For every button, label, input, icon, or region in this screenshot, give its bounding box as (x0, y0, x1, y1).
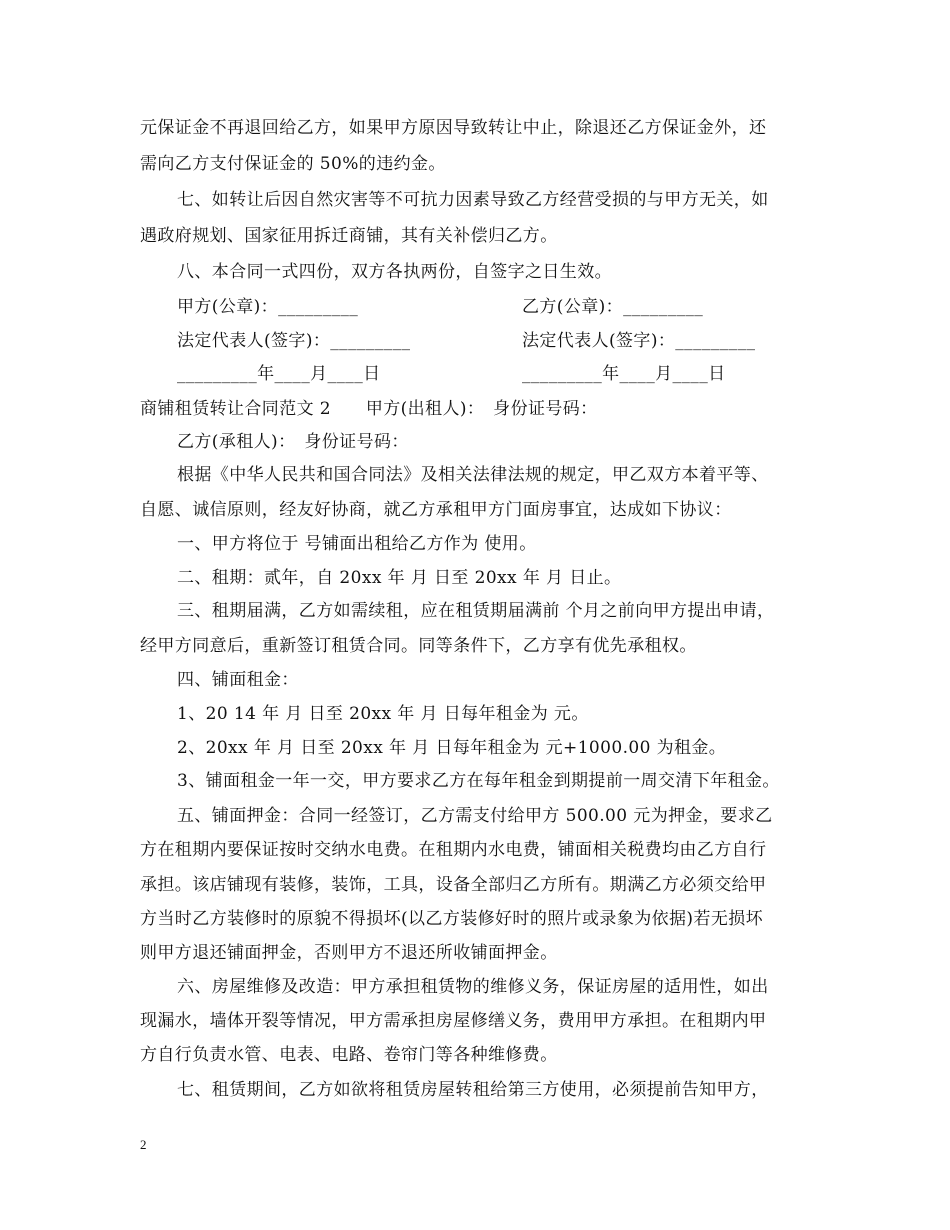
paragraph-line: 六、房屋维修及改造：甲方承担租赁物的维修义务，保证房屋的适用性，如出 (177, 977, 769, 997)
party-b-seal: 乙方(公章)：_________ (522, 297, 704, 317)
paragraph-line: 现漏水，墙体开裂等情况，甲方需承担房屋修缮义务，费用甲方承担。在租期内甲 (140, 1011, 767, 1031)
paragraph-line: 四、铺面租金： (177, 670, 299, 690)
paragraph-line: 七、如转让后因自然灾害等不可抗力因素导致乙方经营受损的与甲方无关，如 (177, 190, 769, 210)
party-a-seal: 甲方(公章)：_________ (177, 297, 359, 317)
paragraph-line: 方在租期内要保证按时交纳水电费。在租期内水电费，铺面相关税费均由乙方自行 (140, 840, 767, 860)
paragraph-line: 方当时乙方装修时的原貌不得损坏(以乙方装修好时的照片或录象为依据)若无损坏 (140, 909, 764, 929)
paragraph-line: 根据《中华人民共和国合同法》及相关法律法规的规定，甲乙双方本着平等、 (177, 465, 769, 485)
party-b-representative: 法定代表人(签字)：_________ (522, 331, 756, 351)
paragraph-line: 2、20xx 年 月 日至 20xx 年 月 日每年租金为 元+1000.00 为租金。 (177, 738, 727, 758)
paragraph-line: 1、20 14 年 月 日至 20xx 年 月 日每年租金为 元。 (177, 704, 589, 724)
paragraph-line: 经甲方同意后，重新签订租赁合同。同等条件下，乙方享有优先承租权。 (140, 636, 697, 656)
paragraph-line: 则甲方退还铺面押金，否则甲方不退还所收铺面押金。 (140, 943, 558, 963)
section-heading: 商铺租赁转让合同范文 2 甲方(出租人)： 身份证号码： (140, 399, 598, 419)
paragraph-line: 三、租期届满，乙方如需续租，应在租赁期届满前 个月之前向甲方提出申请， (177, 601, 775, 621)
paragraph-line: 方自行负责水管、电表、电路、卷帘门等各种维修费。 (140, 1045, 558, 1065)
paragraph-line: 一、甲方将位于 号铺面出租给乙方作为 使用。 (177, 534, 537, 554)
paragraph-line: 需向乙方支付保证金的 50%的违约金。 (140, 154, 446, 174)
page-number: 2 (140, 1137, 147, 1152)
paragraph-line: 乙方(承租人)： 身份证号码： (177, 432, 409, 452)
paragraph-line: 二、租期：贰年，自 20xx 年 月 日至 20xx 年 月 日止。 (177, 568, 622, 588)
paragraph-line: 承担。该店铺现有装修，装饰，工具，设备全部归乙方所有。期满乙方必须交给甲 (140, 875, 767, 895)
paragraph-line: 七、租赁期间，乙方如欲将租赁房屋转租给第三方使用，必须提前告知甲方， (177, 1080, 769, 1100)
paragraph-line: 八、本合同一式四份，双方各执两份，自签字之日生效。 (177, 262, 612, 282)
paragraph-line: 遇政府规划、国家征用拆迁商铺，其有关补偿归乙方。 (140, 226, 558, 246)
party-b-date: _________年____月____日 (522, 364, 726, 384)
paragraph-line: 五、铺面押金：合同一经签订，乙方需支付给甲方 500.00 元为押金，要求乙 (177, 806, 773, 826)
paragraph-line: 自愿、诚信原则，经友好协商，就乙方承租甲方门面房事宜，达成如下协议： (140, 500, 732, 520)
party-a-representative: 法定代表人(签字)：_________ (177, 331, 411, 351)
paragraph-line: 3、铺面租金一年一交，甲方要求乙方在每年租金到期提前一周交清下年租金。 (177, 771, 780, 791)
party-a-date: _________年____月____日 (177, 364, 381, 384)
paragraph-line: 元保证金不再退回给乙方，如果甲方原因导致转让中止，除退还乙方保证金外，还 (140, 118, 767, 138)
